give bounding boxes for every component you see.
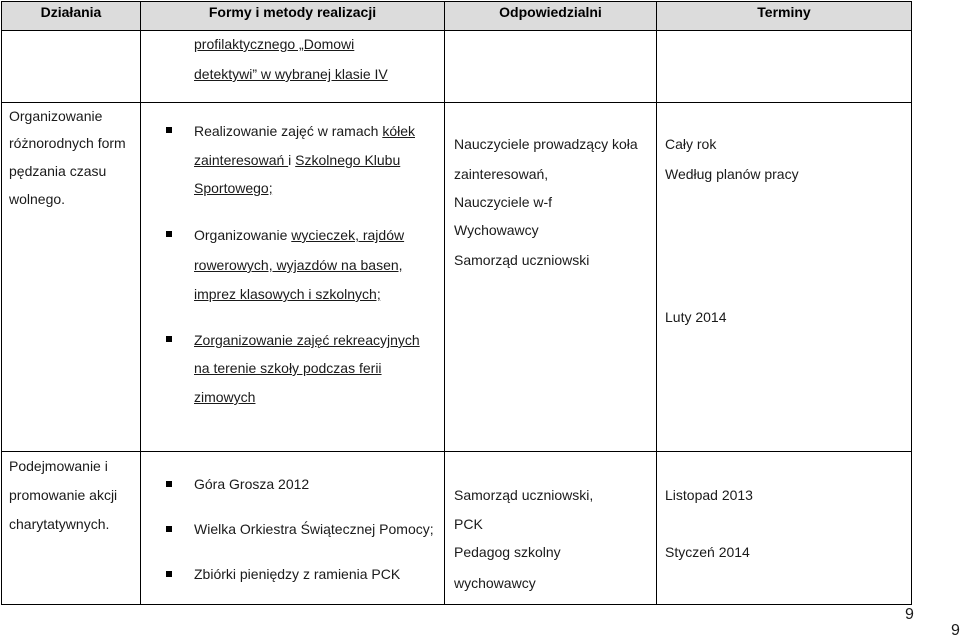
continuation-line-2: detektywi” w wybranej klasie IV: [194, 66, 388, 82]
bullet-icon: [166, 336, 172, 342]
table-border-top: [1, 1, 912, 2]
row1-item1-line-2: zainteresowań i Szkolnego Klubu: [194, 152, 401, 168]
row1-action-line-4: wolnego.: [9, 191, 66, 207]
row2-action-line-2: promowanie akcji: [9, 487, 118, 503]
bullet-icon: [166, 481, 172, 487]
row1-action-line-2: różnorodnych form: [9, 135, 126, 151]
header-methods: Formy i metody realizacji: [208, 4, 377, 20]
column-divider-1: [140, 1, 141, 605]
row2-responsible-line-1: Samorząd uczniowski,: [454, 487, 594, 503]
column-divider-2: [444, 1, 445, 605]
row1-item2-line-1: Organizowanie wycieczek, rajdów: [194, 227, 405, 243]
row2-term-1: Listopad 2013: [665, 487, 753, 503]
row1-responsible-line-3: Nauczyciele w-f: [454, 194, 553, 210]
row1-term-3: Luty 2014: [665, 309, 727, 325]
bullet-icon: [166, 526, 172, 532]
table-border-right: [911, 1, 912, 605]
row1-item1-line-3: Sportowego;: [194, 180, 273, 196]
column-divider-3: [656, 1, 657, 605]
row1-item2-line-2: rowerowych, wyjazdów na basen,: [194, 257, 403, 273]
row-divider-2: [1, 451, 912, 452]
row2-action-line-3: charytatywnych.: [9, 516, 110, 532]
row2-term-2: Styczeń 2014: [665, 544, 750, 560]
row2-responsible-line-4: wychowawcy: [454, 575, 536, 591]
row1-item1-line-1: Realizowanie zajęć w ramach kółek: [194, 123, 415, 139]
row1-responsible-line-1: Nauczyciele prowadzący koła: [454, 136, 638, 152]
continuation-line-1: profilaktycznego „Domowi: [194, 36, 355, 52]
row1-responsible-line-2: zainteresowań,: [454, 166, 549, 182]
page-number: 9: [905, 606, 914, 623]
table-border-left: [1, 1, 2, 605]
bullet-icon: [166, 571, 172, 577]
row2-item-1: Góra Grosza 2012: [194, 476, 310, 492]
row1-item3-line-2: na terenie szkoły podczas ferii: [194, 360, 382, 376]
row1-item3-line-1: Zorganizowanie zajęć rekreacyjnych: [194, 332, 420, 348]
row2-item-3: Zbiórki pieniędzy z ramienia PCK: [194, 566, 401, 582]
page-number-partial: 9: [951, 622, 960, 639]
row1-item2-line-3: imprez klasowych i szkolnych;: [194, 286, 381, 302]
bullet-icon: [166, 127, 172, 133]
header-actions: Działania: [40, 4, 102, 20]
row1-responsible-line-5: Samorząd uczniowski: [454, 252, 590, 268]
row1-responsible-line-4: Wychowawcy: [454, 222, 539, 238]
row2-responsible-line-3: Pedagog szkolny: [454, 544, 561, 560]
row1-action-line-3: pędzania czasu: [9, 163, 107, 179]
row2-item-2: Wielka Orkiestra Świątecznej Pomocy;: [194, 521, 434, 537]
row1-item3-line-3: zimowych: [194, 389, 256, 405]
row2-action-line-1: Podejmowanie i: [9, 458, 108, 474]
header-bottom-border: [1, 30, 912, 31]
header-responsible: Odpowiedzialni: [499, 4, 602, 20]
row-divider-1: [1, 102, 912, 103]
row1-term-2: Według planów pracy: [665, 166, 799, 182]
row2-responsible-line-2: PCK: [454, 516, 483, 532]
row1-term-1: Cały rok: [665, 136, 717, 152]
header-terms: Terminy: [757, 4, 811, 20]
table-border-bottom: [1, 604, 912, 605]
row1-action-line-1: Organizowanie: [9, 108, 103, 124]
bullet-icon: [166, 231, 172, 237]
